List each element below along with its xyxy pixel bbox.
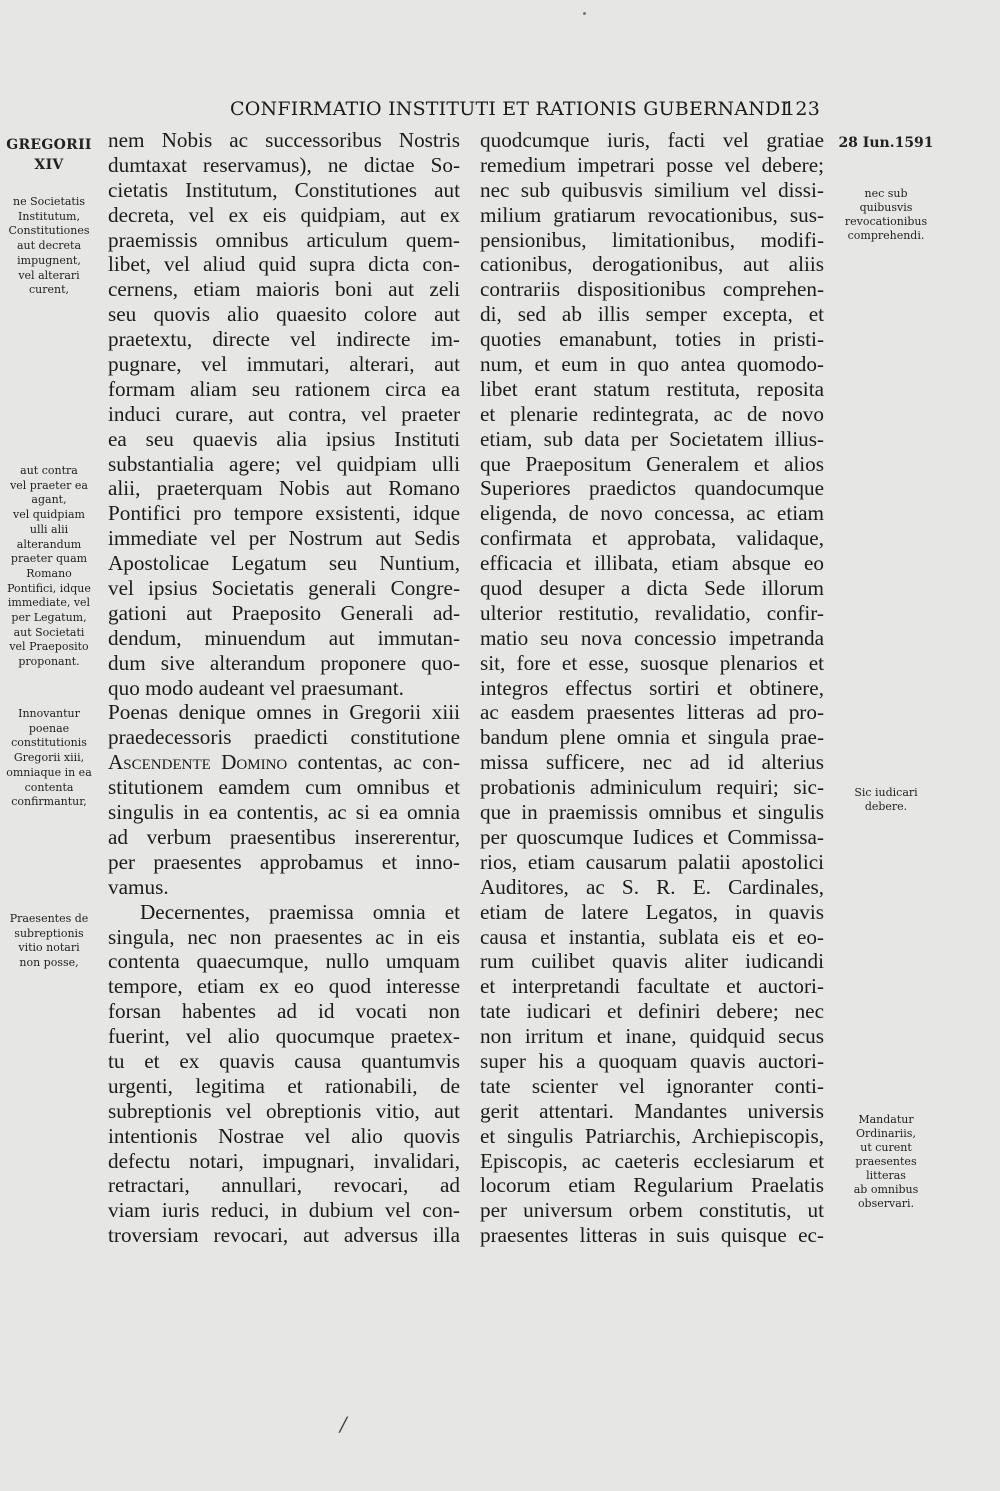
note-line: Pontifici, idque — [7, 581, 91, 595]
text-line: Auditores, ac S. R. E. Cardinales, — [480, 874, 824, 899]
text-line: per universum orbem constitutis, ut — [480, 1198, 824, 1223]
text-line: singula, nec non praesentes ac in eis — [108, 924, 460, 949]
text-column-right — [480, 128, 824, 1248]
note-line: vitio notari — [18, 941, 80, 955]
page-number: 123 — [783, 98, 820, 120]
note-line: ne Societatis — [13, 195, 85, 208]
note-line: Institutum, — [18, 209, 80, 223]
note-line: Constitutiones — [8, 224, 90, 238]
note-line: vel quidpiam — [13, 508, 85, 522]
note-line: vel alterari — [18, 268, 80, 282]
note-line: vel Praeposito — [9, 640, 89, 654]
text-line: intentionis Nostrae vel alio quovis — [108, 1123, 460, 1148]
text-line: praesentes litteras in suis quisque ec- — [480, 1223, 824, 1248]
margin-note-left-4 — [0, 912, 98, 971]
note-line: praeter quam — [10, 552, 88, 566]
text-line: et singulis Patriarchis, Archiepiscopis, — [480, 1123, 824, 1148]
text-line: Apostolicae Legatum seu Nuntium, — [108, 551, 460, 576]
note-line: litteras — [866, 1169, 906, 1182]
note-line: Mandatur — [858, 1113, 914, 1126]
text-line: cernens, etiam maioris boni aut zeli — [108, 277, 460, 302]
text-line: nem Nobis ac successoribus Nostris — [108, 128, 460, 152]
text-line: urgenti, legitima et rationabili, de — [108, 1073, 460, 1098]
text-line: bandum plene omnia et singula prae- — [480, 725, 824, 750]
text-line: que in praemissis omnibus et singulis — [480, 800, 824, 825]
text-line: Decernentes, praemissa omnia et — [140, 899, 460, 924]
note-line: nec sub — [864, 187, 908, 200]
text-line: sit, fore et esse, suosque plenarios et — [480, 650, 824, 675]
text-line: efficacia et illibata, etiam absque eo — [480, 551, 824, 576]
text-line: tempore, etiam ex eo quod interesse — [108, 974, 460, 999]
text-line: fuerint, vel alio quocumque praetex- — [108, 1024, 460, 1049]
margin-note-right-1 — [836, 187, 936, 243]
text-line: integros effectus sortiri et obtinere, — [480, 675, 824, 700]
text-line: vel ipsius Societatis generali Congre- — [108, 576, 460, 601]
note-line: revocationibus — [844, 215, 928, 228]
note-line: Romano — [26, 566, 72, 580]
note-line: Praesentes de — [9, 912, 89, 925]
note-line: impugnent, — [17, 253, 81, 267]
text-line: troversiam revocari, aut adversus illa — [108, 1223, 460, 1248]
text-line: et interpretandi facultate et auctori- — [480, 974, 824, 999]
note-line: constitutionis — [11, 736, 87, 750]
text-line: rum cuilibet quavis aliter iudicandi — [480, 949, 824, 974]
text-line: causa et instantia, sublata eis et eo- — [480, 924, 824, 949]
text-line: dumtaxat reservamus), ne dictae So- — [108, 152, 460, 177]
text-line: matio seu nova concessio impetranda — [480, 625, 824, 650]
text-line: ac easdem praesentes litteras ad pro- — [480, 700, 824, 725]
note-line: debere. — [864, 800, 908, 813]
note-line: non posse, — [19, 956, 79, 970]
text-line: gationi aut Praeposito Generali ad- — [108, 600, 460, 625]
note-line: subreptionis — [14, 926, 84, 940]
margin-note-right-2 — [836, 786, 936, 814]
text-line: ulterior restitutio, revalidatio, confir- — [480, 600, 824, 625]
text-line: quo modo audeant vel praesumant. — [108, 675, 404, 700]
note-line: alterandum — [16, 537, 82, 551]
text-line: locorum etiam Regularium Praelatis — [480, 1173, 824, 1198]
note-line: praesentes — [855, 1155, 917, 1168]
text-line: singulis in ea contentis, ac si ea omnia — [108, 800, 460, 825]
text-line: cietatis Institutum, Constitutiones aut — [108, 177, 460, 202]
header-title: CONFIRMATIO INSTITUTI ET RATIONIS GUBERNANDI — [230, 98, 789, 120]
text-line: confirmata et approbata, validaque, — [480, 526, 824, 551]
text-line: cationibus, derogationibus, aut aliis — [480, 252, 824, 277]
small-caps-title: Ascendente Domino — [108, 750, 288, 775]
text-line: libet, vel aliud quid supra dicta con- — [108, 252, 460, 277]
text-line: quoties emanabunt, toties in pristi- — [480, 327, 824, 352]
note-line: confirmantur, — [11, 795, 87, 809]
text-line: quodcumque iuris, facti vel gratiae — [480, 128, 824, 152]
text-line: induci curare, aut contra, vel praeter — [108, 401, 460, 426]
margin-note-left-2 — [0, 464, 98, 670]
text-line: vamus. — [108, 874, 169, 899]
text-line: tate scienter vel ignoranter conti- — [480, 1073, 824, 1098]
text-line: praedecessoris praedicti constitutione — [108, 725, 460, 750]
text-line: non irritum et inane, quidquid secus — [480, 1024, 824, 1049]
margin-heading-line: XIV — [34, 157, 64, 173]
text-line: num, et eum in quo antea quomodo- — [480, 352, 824, 377]
text-line: seu quovis alio quaesito colore aut — [108, 302, 460, 327]
margin-note-right-3 — [836, 1113, 936, 1211]
note-line: ab omnibus — [853, 1183, 919, 1196]
note-line: proponant. — [18, 655, 80, 669]
text-line: que Praepositum Generalem et alios — [480, 451, 824, 476]
note-line: omniaque in ea — [6, 765, 92, 779]
note-line: contenta — [24, 780, 74, 794]
text-line: contrariis dispositionibus comprehen- — [480, 277, 824, 302]
text-line: et plenarie redintegrata, ac de novo — [480, 401, 824, 426]
note-line: ulli alii — [29, 522, 69, 536]
text-line: pensionibus, limitationibus, modifi- — [480, 227, 824, 252]
note-line: ut curent — [860, 1141, 912, 1154]
text-line: Pontifici pro tempore exsistenti, idque — [108, 501, 460, 526]
text-line: probationis adminiculum requiri; sic- — [480, 775, 824, 800]
text-line: tate iudicari et definiri debere; nec — [480, 999, 824, 1024]
text-line: tu et ex quavis causa quantumvis — [108, 1048, 460, 1073]
text-line: subreptionis vel obreptionis vitio, aut — [108, 1098, 460, 1123]
note-line: Innovantur — [18, 707, 80, 720]
stray-mark: / — [340, 1412, 347, 1436]
note-line: agant, — [31, 493, 67, 507]
text-line: rios, etiam causarum palatii apostolici — [480, 849, 824, 874]
note-line: quibusvis — [859, 201, 913, 214]
text-line: remedium impetrari posse vel debere; — [480, 152, 824, 177]
text-line: praemissis omnibus articulum quem- — [108, 227, 460, 252]
note-line: comprehendi. — [847, 229, 925, 242]
text-line: stitutionem eamdem cum omnibus et — [108, 775, 460, 800]
text-line: etiam, sub data per Societatem illius- — [480, 426, 824, 451]
text-line: di, sed ab illis semper excepta, et — [480, 302, 824, 327]
text-line: eligenda, de novo concessa, ac etiam — [480, 501, 824, 526]
text-line: defectu notari, impugnari, invalidari, — [108, 1148, 460, 1173]
text-line: Ascendente Domino contentas, ac con- — [108, 750, 461, 775]
text-line: forsan habentes ad id vocati non — [108, 999, 460, 1024]
text-line: super his a quoquam quavis auctori- — [480, 1048, 824, 1073]
text-line: etiam de latere Legatos, in quavis — [480, 899, 824, 924]
text-line: viam iuris reduci, in dubium vel con- — [108, 1198, 460, 1223]
margin-heading — [0, 135, 98, 175]
note-line: observari. — [857, 1197, 915, 1210]
note-line: aut contra — [20, 464, 78, 477]
text-line: immediate vel per Nostrum aut Sedis — [108, 526, 460, 551]
margin-note-left-3 — [0, 707, 98, 810]
running-header — [230, 96, 820, 126]
note-line: immediate, vel — [7, 596, 91, 610]
text-line: per praesentes approbamus et inno- — [108, 849, 460, 874]
margin-heading-line: GREGORII — [6, 137, 92, 153]
speck — [583, 12, 586, 15]
text-line: dum sive alterandum proponere quo- — [108, 650, 460, 675]
text-line: gerit attentari. Mandantes universis — [480, 1098, 824, 1123]
text-line: milium gratiarum revocationibus, sus- — [480, 202, 824, 227]
margin-date: 28 Iun.1591 — [838, 135, 934, 151]
note-line: curent, — [28, 283, 69, 297]
note-line: aut decreta — [16, 239, 82, 253]
note-line: per Legatum, — [11, 611, 87, 625]
text-line: decreta, vel ex eis quidpiam, aut ex — [108, 202, 460, 227]
note-line: vel praeter ea — [10, 478, 88, 492]
text-line: praetextu, directe vel indirecte im- — [108, 327, 460, 352]
text-line: quod desuper a dicta Sede illorum — [480, 576, 824, 601]
text-line: dendum, minuendum aut immutan- — [108, 625, 460, 650]
text-line: retractari, annullari, revocari, ad — [108, 1173, 460, 1198]
text-line: substantialia agere; vel quidpiam ulli — [108, 451, 460, 476]
text-line: nec sub quibusvis similium vel dissi- — [480, 177, 824, 202]
text-line: libet erant statum restituta, reposita — [480, 376, 824, 401]
text-line: ad verbum praesentibus insererentur, — [108, 824, 460, 849]
text-line: formam aliam seu rationem circa ea — [108, 376, 460, 401]
margin-note-left-1 — [0, 195, 98, 298]
text-column-left — [108, 128, 460, 1248]
text-line: Poenas denique omnes in Gregorii xiii — [108, 700, 460, 725]
note-line: Ordinariis, — [856, 1127, 916, 1140]
text-line: Episcopis, ac caeteris ecclesiarum et — [480, 1148, 824, 1173]
note-line: Sic iudicari — [854, 786, 918, 799]
note-line: poenae — [28, 721, 70, 735]
text-line: ea seu quaevis alia ipsius Instituti — [108, 426, 460, 451]
text-line: missa sufficere, nec ad id alterius — [480, 750, 824, 775]
text-line: alii, praeterquam Nobis aut Romano — [108, 476, 460, 501]
text-line: pugnare, vel immutari, alterari, aut — [108, 352, 460, 377]
note-line: aut Societati — [13, 625, 85, 639]
note-line: Gregorii xiii, — [13, 751, 85, 765]
text-line: per quoscumque Iudices et Commissa- — [480, 824, 824, 849]
text-line: Superiores praedictos quandocumque — [480, 476, 824, 501]
text-line: contenta quaecumque, nullo umquam — [108, 949, 460, 974]
